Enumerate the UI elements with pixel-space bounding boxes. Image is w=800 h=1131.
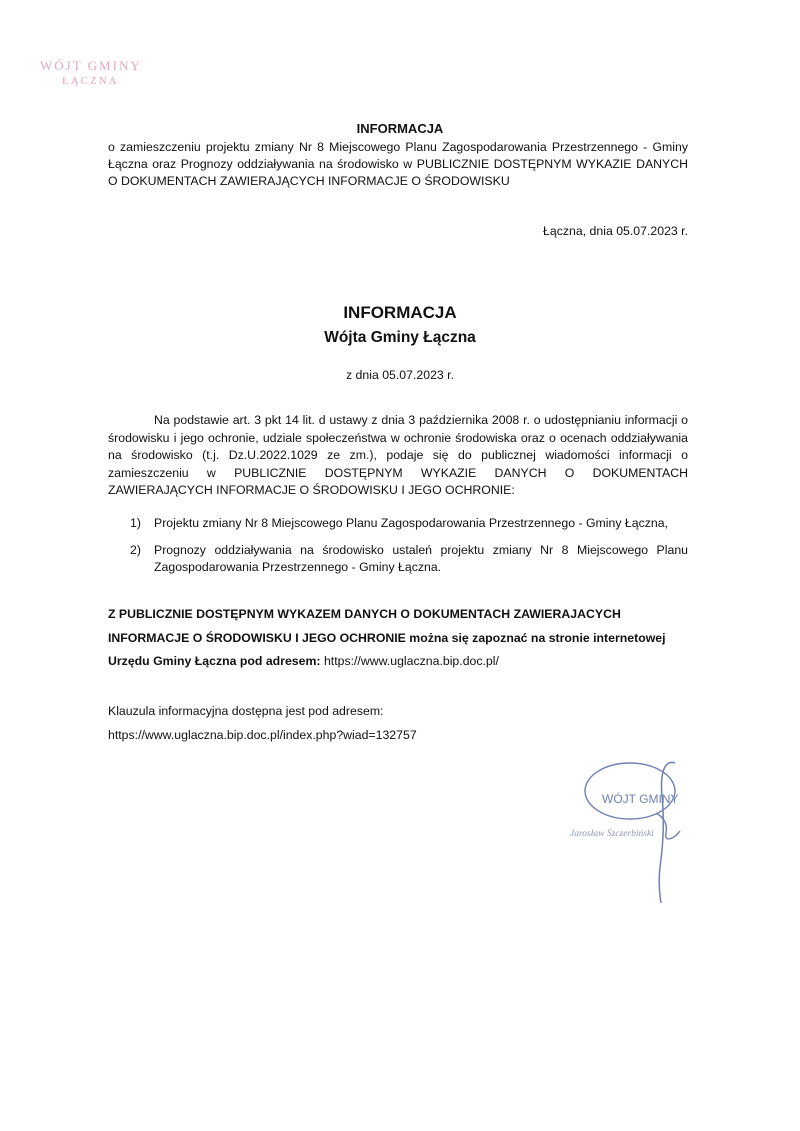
list-item xyxy=(108,542,688,577)
signature-name: Jarosław Szczerbiński xyxy=(570,829,654,839)
list-item-number: 2) xyxy=(130,542,141,557)
bip-link[interactable]: https://www.uglaczna.bip.doc.pl/ xyxy=(323,654,499,668)
signature-flourish xyxy=(656,813,680,839)
signature-stamp-text: WÓJT GMINY xyxy=(602,792,679,806)
main-subtitle: Wójta Gminy Łączna xyxy=(324,329,476,346)
main-title: INFORMACJA xyxy=(343,303,457,322)
header-title: INFORMACJA xyxy=(356,121,444,136)
body-paragraph: Na podstawie art. 3 pkt 14 lit. d ustawy z dnia 3 października 2008 r. o udostępnianiu informacji o środowisku i jego ochronie, udziale społeczeństwa w ochronie środowiska oraz o ocenach oddziaływania na środowisko (t.j. Dz.U.2022.1029 ze zm.), podaje się do publicznej wiadomości informacji o zamieszczeniu w PUBLICZNIE DOSTĘPNYM WYKAZIE DANYCH O DOKUMENTACH ZAWIERAJĄCYCH INFORMACJE O ŚRODOWISKU I JEGO OCHRONIE: xyxy=(108,413,688,497)
signature-stroke xyxy=(659,762,675,903)
klauzula-link[interactable]: https://www.uglaczna.bip.doc.pl/index.php?wiad=132757 xyxy=(108,728,417,742)
bold-paragraph xyxy=(108,603,688,674)
header-paragraph: o zamieszczeniu projektu zmiany Nr 8 Miejscowego Planu Zagospodarowania Przestrzennego - Gminy Łączna oraz Prognozy oddziaływania na środowisko w PUBLICZNIE DOSTĘPNYM WYKAZIE DANYCH O DOKUMENTACH ZAWIERAJĄCYCH INFORMACJE O ŚRODOWISKU xyxy=(108,140,688,188)
list-item-text: Projektu zmiany Nr 8 Miejscowego Planu Zagospodarowania Przestrzennego - Gminy Łączna, xyxy=(154,516,668,530)
list-item xyxy=(108,515,688,533)
klauzula-label: Klauzula informacyjna dostępna jest pod adresem: xyxy=(108,704,384,718)
top-stamp-line1: WÓJT GMINY xyxy=(40,58,142,73)
list-item-number: 1) xyxy=(130,516,141,530)
top-stamp-line2: ŁĄCZNA xyxy=(62,75,119,87)
bold-paragraph-text: Z PUBLICZNIE DOSTĘPNYM WYKAZEM DANYCH O DOKUMENTACH ZAWIERAJACYCH INFORMACJE O ŚRODOWISKU I JEGO OCHRONIE można się zapoznać na stronie internetowej Urzędu Gminy Łączna pod adresem: xyxy=(108,607,666,668)
place-date: Łączna, dnia 05.07.2023 r. xyxy=(543,224,688,238)
top-stamp xyxy=(40,58,170,87)
document-list xyxy=(108,515,688,586)
main-date: z dnia 05.07.2023 r. xyxy=(345,368,455,382)
list-item-text: Prognozy oddziaływania na środowisko ustaleń projektu zmiany Nr 8 Miejscowego Planu Zagospodarowania Przestrzennego - Gminy Łączna. xyxy=(154,542,688,574)
